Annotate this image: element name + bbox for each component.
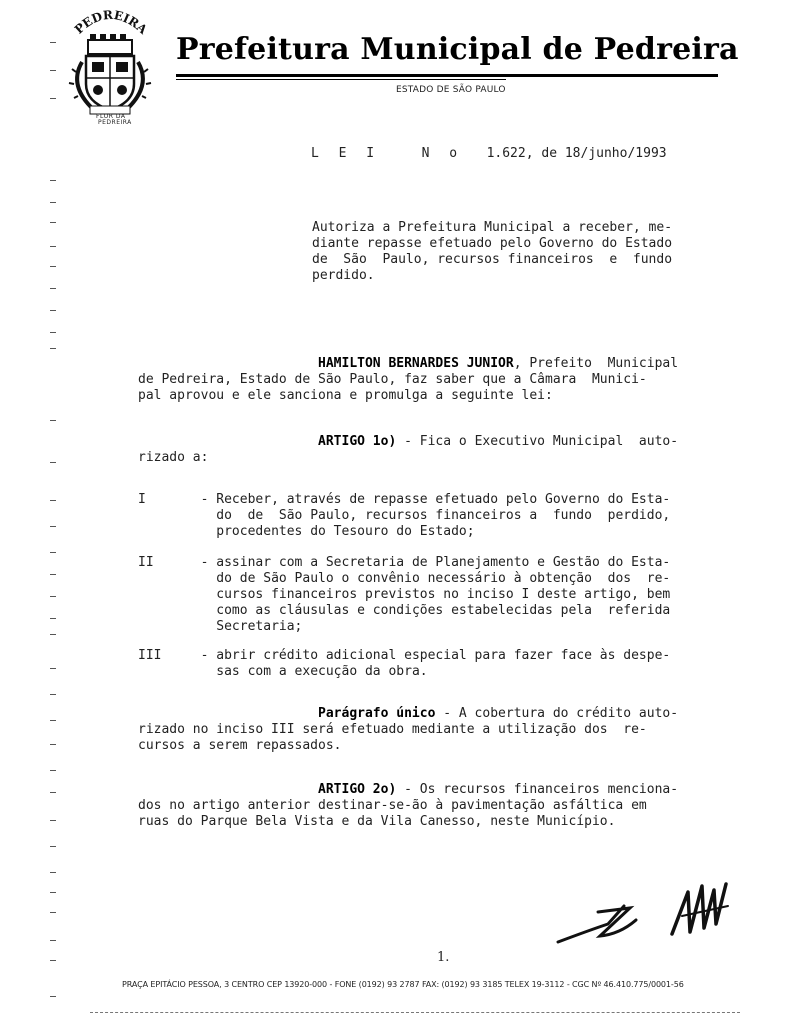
paragraph-first-line: HAMILTON BERNARDES JUNIOR, Prefeito Municipal [318,356,679,371]
item-numeral: II [138,555,154,570]
paragraph-line: de Pedreira, Estado de São Paulo, faz saber que a Câmara Munici- [138,372,647,387]
sole-paragraph [138,706,678,754]
law-label: L E I N o [311,146,464,161]
ementa-line: diante repasse efetuado pelo Governo do Estado [312,236,673,251]
page-number: 1. [437,950,450,965]
title-rule-thick [176,74,718,77]
crest-motto-line-1: FLOR DA [96,113,126,120]
item-line: Secretaria; [200,619,303,634]
law-heading [311,146,667,162]
article-1-paragraph [138,434,678,466]
article-2-paragraph [138,782,678,830]
footer-rule [90,1012,740,1013]
letterhead-state: ESTADO DE SÃO PAULO [396,85,506,95]
article-item [138,555,670,635]
ementa-line: perdido. [312,268,375,283]
paragraph-first-line: Parágrafo único - A cobertura do crédito auto- [318,706,679,721]
article-item [138,648,670,680]
paragraph-line: rizado a: [138,450,209,465]
paragraph-line: pal aprovou e ele sanciona e promulga a seguinte lei: [138,388,553,403]
paragraph-line: dos no artigo anterior destinar-se-ão à pavimentação asfáltica em [138,798,647,813]
item-line: do de São Paulo o convênio necessário à obtenção dos re- [200,571,671,586]
mayor-name: HAMILTON BERNARDES JUNIOR [318,356,514,371]
item-line: cursos financeiros previstos no inciso I deste artigo, bem [200,587,671,602]
item-numeral: III [138,648,162,663]
article-item [138,492,670,540]
item-line: - assinar com a Secretaria de Planejamento e Gestão do Esta- [200,555,671,570]
sole-paragraph-label: Parágrafo único [318,706,436,721]
title-rule-thin [176,79,506,80]
paragraph-line: ruas do Parque Bela Vista e da Vila Canesso, neste Município. [138,814,616,829]
item-line: do de São Paulo, recursos financeiros a fundo perdido, [200,508,671,523]
item-numeral: I [138,492,146,507]
preamble-paragraph [138,356,678,404]
handwritten-signatures-icon [550,876,750,956]
paragraph-line: rizado no inciso III será efetuado mediante a utilização dos re- [138,722,647,737]
article-2-label: ARTIGO 2o) [318,782,397,797]
item-line: - Receber, através de repasse efetuado pelo Governo do Esta- [200,492,671,507]
item-line: como as cláusulas e condições estabelecidas pela referida [200,603,671,618]
item-line: - abrir crédito adicional especial para fazer face às despe- [200,648,671,663]
letterhead-title: Prefeitura Municipal de Pedreira [176,32,739,67]
item-line: sas com a execução da obra. [200,664,428,679]
municipal-crest-icon [64,6,156,124]
paragraph-line: cursos a serem repassados. [138,738,342,753]
article-1-label: ARTIGO 1o) [318,434,397,449]
item-line: procedentes do Tesouro do Estado; [200,524,475,539]
crest-motto-line-2: PEDREIRA [98,119,132,126]
paragraph-first-line: ARTIGO 1o) - Fica o Executivo Municipal auto- [318,434,679,449]
letterhead-footer: PRAÇA EPITÁCIO PESSOA, 3 CENTRO CEP 13920-000 - FONE (0192) 93 2787 FAX: (0192) 93 3185 TELEX 19-3112 - CGC Nº 46.410.775/0001-56 [122,980,684,989]
ementa-line: de São Paulo, recursos financeiros e fundo [312,252,673,267]
law-ementa [312,220,672,284]
svg-text:PEDREIRA: PEDREIRA [71,7,150,37]
law-number-date: 1.622, de 18/junho/1993 [486,146,667,161]
paragraph-first-line: ARTIGO 2o) - Os recursos financeiros menciona- [318,782,679,797]
ementa-line: Autoriza a Prefeitura Municipal a receber, me- [312,220,673,235]
